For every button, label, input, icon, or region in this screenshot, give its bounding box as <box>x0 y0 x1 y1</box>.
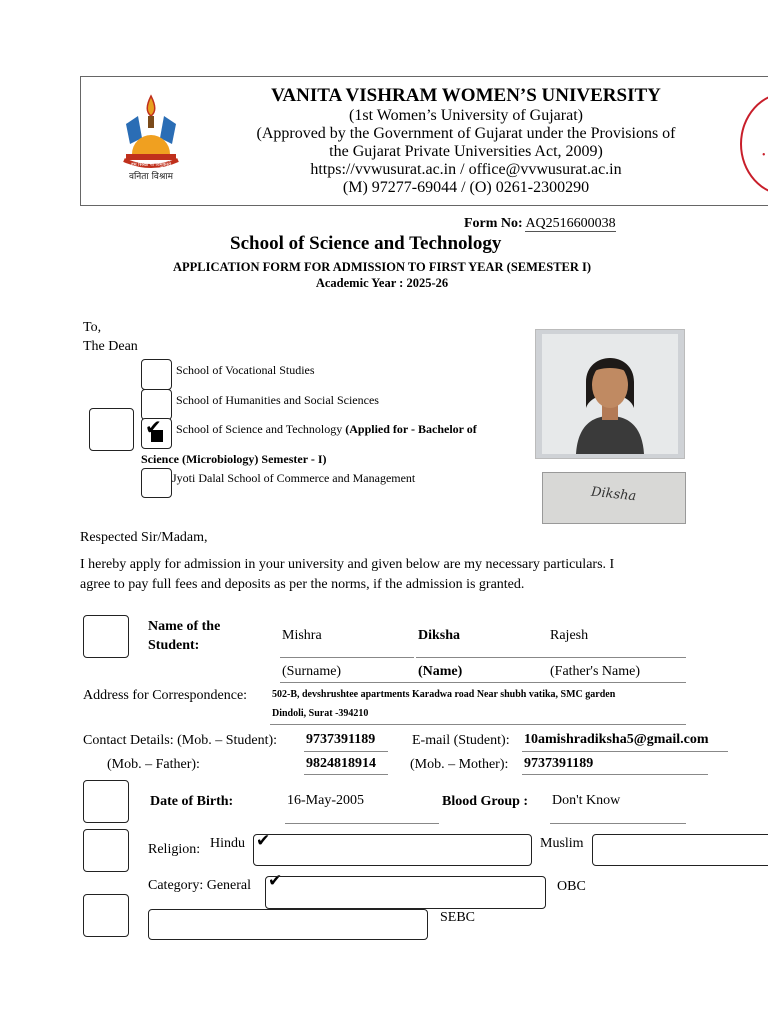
school-commerce-checkbox[interactable] <box>141 468 172 498</box>
school-science-applied: (Applied for - Bachelor of <box>345 422 477 436</box>
blood-value: Don't Know <box>552 793 621 808</box>
mob-student-underline <box>304 751 388 752</box>
logo-band-text: हम सिखा पा विमुक्तये <box>130 162 172 168</box>
letter-body-2: agree to pay full fees and deposits as per the norms, if the admission is granted. <box>80 577 525 592</box>
university-logo <box>118 94 184 180</box>
contact-label: Contact Details: (Mob. – Student): <box>83 733 278 748</box>
category-label: Category: General <box>148 878 252 893</box>
name-caption: (Name) <box>418 664 463 679</box>
email-value: 10amishradiksha5@gmail.com <box>524 732 709 747</box>
to-line: To, <box>83 320 102 335</box>
mob-mother-value: 9737391189 <box>524 756 594 771</box>
name-label-1: Name of the <box>148 619 221 634</box>
name-checkbox[interactable] <box>83 615 129 658</box>
address-label: Address for Correspondence: <box>83 688 248 703</box>
caption-underline <box>280 682 686 683</box>
signature-box <box>542 472 686 524</box>
school-science-checkbox[interactable] <box>141 415 172 449</box>
religion-muslim-field[interactable] <box>592 834 768 866</box>
mob-mother-underline <box>522 774 708 775</box>
school-science-applied-cont: Science (Microbiology) Semester - I) <box>141 452 327 466</box>
header-line-2: (Approved by the Government of Gujarat under the Provisions of <box>256 125 676 142</box>
religion-muslim-label: Muslim <box>540 836 584 851</box>
form-no-value: AQ2516600038 <box>525 216 616 231</box>
university-name: VANITA VISHRAM WOMEN’S UNIVERSITY <box>271 85 661 106</box>
school-science-name: School of Science and Technology <box>176 422 343 436</box>
dob-underline <box>285 823 439 824</box>
photo-portrait <box>536 330 684 458</box>
category-general-check: ✔ <box>268 871 283 891</box>
form-subtitle: APPLICATION FORM FOR ADMISSION TO FIRST YEAR (SEMESTER I) <box>172 260 592 274</box>
academic-year: Academic Year : 2025-26 <box>315 276 449 290</box>
form-no-label: Form No: <box>464 216 523 231</box>
school-science-label <box>176 422 477 437</box>
school-title: School of Science and Technology <box>230 233 502 254</box>
dob-checkbox[interactable] <box>83 780 129 823</box>
signature-text: Diksha <box>590 484 637 505</box>
father-name-underline <box>548 657 686 658</box>
first-name-underline <box>416 657 548 658</box>
category-general-field[interactable] <box>265 876 546 909</box>
category-sebc-label: SEBC <box>440 910 476 925</box>
religion-checkbox[interactable] <box>83 829 129 872</box>
header-line-5: (M) 97277-69044 / (O) 0261-2300290 <box>342 179 590 196</box>
address-underline <box>270 724 686 725</box>
school-group-box <box>89 408 134 451</box>
mob-student-value: 9737391189 <box>306 732 376 747</box>
school-commerce-label: Jyoti Dalal School of Commerce and Management <box>172 471 416 485</box>
school-humanities-label: School of Humanities and Social Sciences <box>176 393 379 407</box>
letter-body-1: I hereby apply for admission in your university and given below are my necessary particulars. I <box>80 557 615 572</box>
science-check-mark: ✔ <box>145 415 162 439</box>
form-number <box>464 216 616 232</box>
header-line-3: the Gujarat Private Universities Act, 2009) <box>329 143 603 160</box>
category-obc-label: OBC <box>557 879 586 894</box>
email-label: E-mail (Student): <box>412 733 510 748</box>
dob-label: Date of Birth: <box>150 794 234 809</box>
address-line-1: 502-B, devshrushtee apartments Karadwa road Near shubh vatika, SMC garden <box>272 689 616 700</box>
surname-underline <box>280 657 414 658</box>
stamp-mark: • <box>762 150 766 161</box>
header-line-4: https://vvwusurat.ac.in / office@vvwusurat.ac.in <box>310 161 622 178</box>
religion-hindu-check: ✔ <box>256 831 271 851</box>
category-checkbox[interactable] <box>83 894 129 937</box>
logo-caption: वनिता विश्राम <box>128 172 174 180</box>
student-photo <box>535 329 685 459</box>
religion-hindu-label: Hindu <box>210 836 245 851</box>
first-name-value: Diksha <box>418 628 461 643</box>
blood-underline <box>550 823 686 824</box>
blood-label: Blood Group : <box>442 794 529 809</box>
category-obc-field[interactable] <box>148 909 428 940</box>
dean-line: The Dean <box>83 339 138 354</box>
religion-hindu-field[interactable] <box>253 834 532 866</box>
dob-value: 16-May-2005 <box>287 793 364 808</box>
address-line-2: Dindoli, Surat -394210 <box>272 708 369 719</box>
religion-label: Religion: <box>148 842 201 857</box>
mother-mob-label: (Mob. – Mother): <box>410 757 509 772</box>
name-label-2: Student: <box>148 638 200 653</box>
father-caption: (Father's Name) <box>550 664 640 679</box>
salutation: Respected Sir/Madam, <box>80 530 208 545</box>
surname-value: Mishra <box>282 628 322 643</box>
father-mob-label: (Mob. – Father): <box>107 757 200 772</box>
email-underline <box>522 751 728 752</box>
school-vocational-label: School of Vocational Studies <box>176 363 315 377</box>
mob-father-value: 9824818914 <box>306 756 376 771</box>
surname-caption: (Surname) <box>282 664 342 679</box>
father-name-value: Rajesh <box>550 628 589 643</box>
school-vocational-checkbox[interactable] <box>141 359 172 390</box>
mob-father-underline <box>304 774 388 775</box>
header-line-1: (1st Women’s University of Gujarat) <box>349 107 583 124</box>
